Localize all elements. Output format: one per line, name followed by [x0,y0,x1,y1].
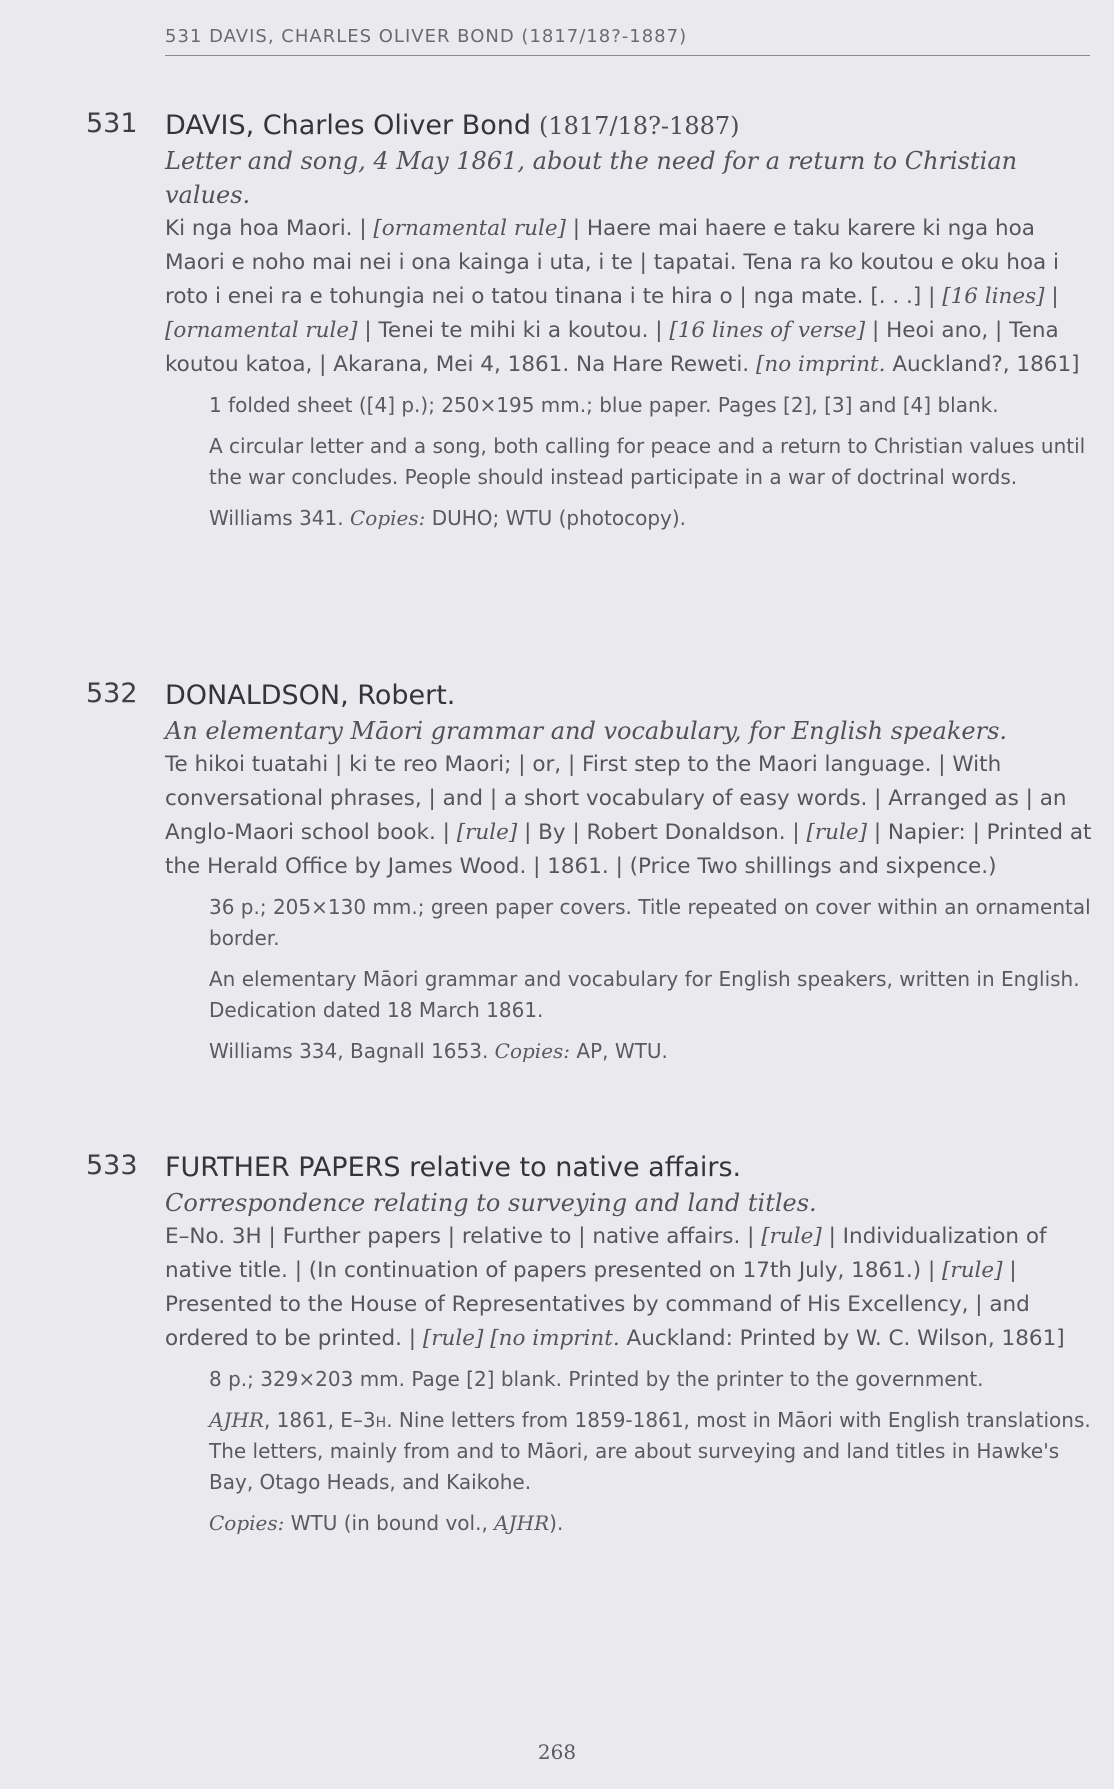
editorial-note: [ornamental rule] [165,318,358,343]
transcription-text: | Haere mai haere e taku karere ki nga hoa Maori e noho mai nei i ona kainga i uta, i te | tapatai. Tena ra ko koutou e oku hoa i roto i enei ra e tohungia nei o tatou tinana i te hira o | nga mate. [. . .] | [165,216,1060,309]
copies-label: Copies: [349,506,426,530]
entry-533 [86,1150,1096,1549]
editorial-note: [rule] [456,820,518,845]
transcription-text: Ki nga hoa Maori. | [165,216,374,241]
page-number: 268 [537,1740,577,1764]
references [209,503,1096,534]
entry-heading [165,108,1096,144]
entry-heading [165,678,1096,714]
copies-locations: DUHO; WTU (photocopy). [425,506,687,530]
entry-531 [86,108,1096,544]
note-text: , 1861, E–3 [263,1408,376,1432]
editorial-note: [no imprint. [490,1326,620,1351]
entry-number: 532 [86,678,138,709]
editorial-note: [ornamental rule] [373,216,566,241]
author-name: DAVIS, Charles Oliver Bond [165,110,531,141]
editorial-note: [rule] [806,820,868,845]
title-transcription [165,1220,1096,1356]
copies-locations: AP, WTU. [570,1039,668,1063]
note-text-smallcaps: h [375,1408,387,1432]
journal-abbrev: AJHR [494,1511,550,1535]
transcription-text: Auckland?, 1861] [885,352,1080,377]
editorial-note: [16 lines of verse] [669,318,866,343]
transcription-text: | By | Robert Donaldson. | [517,820,807,845]
editorial-note: [16 lines] [942,284,1045,309]
content-note: An elementary Māori grammar and vocabulary for English speakers, written in English. Dedication dated 18 March 1861. [209,967,1080,1022]
transcription-text: | Individualization of native title. | (In continuation of papers presented on 17th July, 1861.) | [165,1224,1047,1283]
physical-description: 1 folded sheet ([4] p.); 250×195 mm.; blue paper. Pages [2], [3] and [4] blank. [209,393,999,417]
references [209,1036,1096,1067]
content-note [209,1405,1096,1498]
entry-notes [209,1364,1096,1539]
entry-notes [209,390,1096,534]
transcription-text: E–No. 3H | Further papers | relative to | native affairs. | [165,1224,762,1249]
physical-description: 8 p.; 329×203 mm. Page [2] blank. Printed by the printer to the government. [209,1367,984,1391]
transcription-text: | [1044,284,1059,309]
journal-abbrev: AJHR [209,1408,264,1432]
transcription-text: Te hikoi tuatahi | ki te reo Maori; | or, | First step to the Maori language. | With conversational phrases, | and | a short vocabulary of easy words. | Arranged as | an Anglo-Maori school book. | [165,752,1067,845]
running-head: 531 DAVIS, CHARLES OLIVER BOND (1817/18?-1887) [165,26,1090,56]
content-note: A circular letter and a song, both calling for peace and a return to Christian values until the war concludes. People should instead participate in a war of doctrinal words. [209,434,1086,489]
author-dates: (1817/18?-1887) [539,112,740,140]
entry-heading [165,1150,1096,1186]
physical-description: 36 p.; 205×130 mm.; green paper covers. Title repeated on cover within an ornamental border. [209,895,1091,950]
editorial-note: [no imprint. [755,352,886,377]
copies-locations: ). [549,1511,564,1535]
transcription-text: | Napier: | Printed at the Herald Office by James Wood. | 1861. | (Price Two shillings and sixpence.) [165,820,1092,879]
entry-number: 531 [86,108,138,139]
transcription-text: | Tenei te mihi ki a koutou. | [357,318,670,343]
title-heading: FURTHER PAPERS relative to native affairs. [165,1152,742,1183]
copies-locations: WTU (in bound vol., [284,1511,495,1535]
entry-subtitle: Correspondence relating to surveying and land titles. [165,1189,817,1217]
editorial-note: [rule] [761,1224,822,1249]
copies-label: Copies: [494,1039,571,1063]
title-transcription [165,212,1096,382]
entry-subtitle: An elementary Māori grammar and vocabulary, for English speakers. [165,717,1008,745]
reference-text: Williams 341. [209,506,350,530]
editorial-note: [rule] [422,1326,484,1351]
entry-notes [209,892,1096,1067]
entry-number: 533 [86,1150,138,1181]
transcription-text: Auckland: Printed by W. C. Wilson, 1861] [619,1326,1065,1351]
copies-label: Copies: [209,1511,285,1535]
transcription-text: | Heoi ano, | Tena koutou katoa, | Akarana, Mei 4, 1861. Na Hare Reweti. [165,318,1059,377]
entry-532 [86,678,1096,1077]
references [209,1508,1096,1539]
title-transcription [165,748,1096,884]
editorial-note: [rule] [942,1258,1003,1283]
transcription-text: | Presented to the House of Representatives by command of His Excellency, | and ordered to be printed. | [165,1258,1030,1351]
reference-text: Williams 334, Bagnall 1653. [209,1039,495,1063]
note-text: . Nine letters from 1859-1861, most in Māori with English translations. The letters, mainly from and to Māori, are about surveying and land titles in Hawke's Bay, Otago Heads, and Kaikohe. [209,1408,1091,1494]
author-name: DONALDSON, Robert. [165,680,456,711]
entry-subtitle: Letter and song, 4 May 1861, about the need for a return to Christian values. [165,147,1018,209]
